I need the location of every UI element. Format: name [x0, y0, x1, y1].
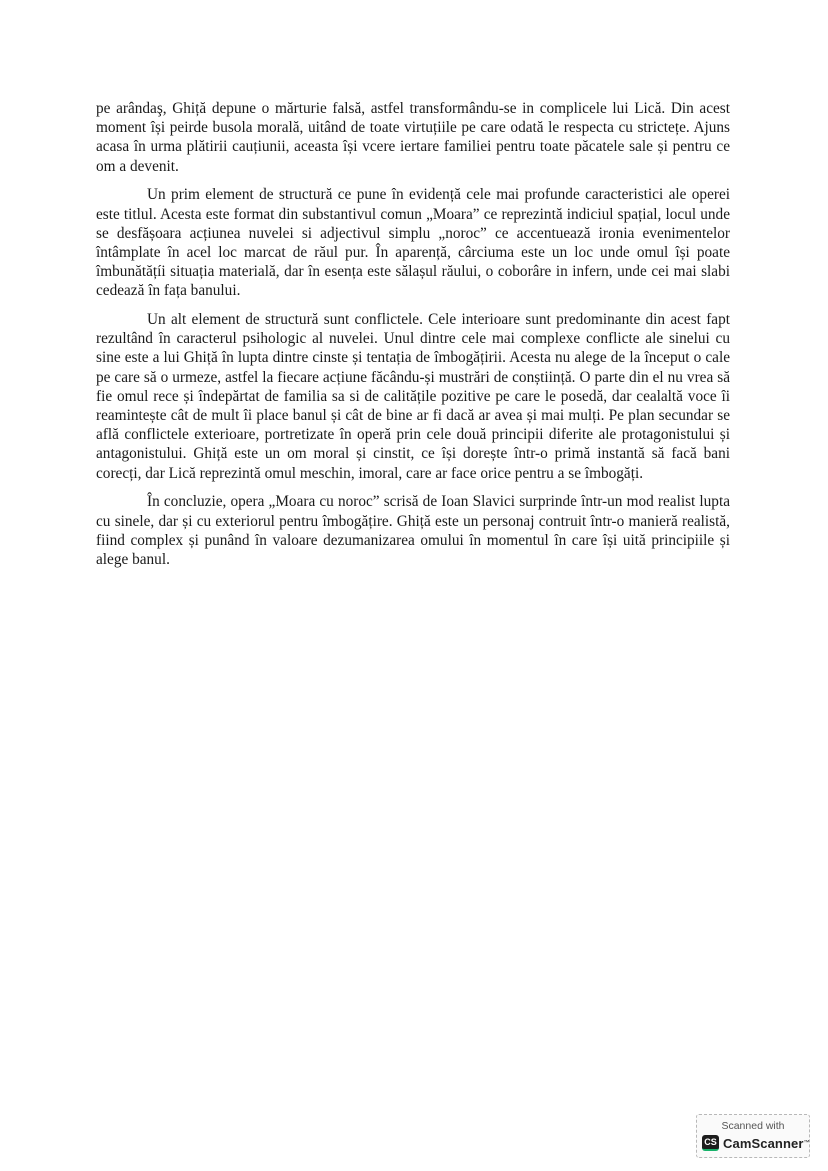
- camscanner-logo-icon: CS: [702, 1135, 719, 1151]
- paragraph-1: pe arândaş, Ghiță depune o mărturie falsă, astfel transformându-se in complicele lui Lică. Din acest moment își peirde busola morală, uitând de toate virtuțiile pe care odată le respecta cu strictețe. Ajuns acasa în urma plătirii cauțiunii, aceasta își vcere iertare familiei pentru toate păcatele sale și pentru ce om a devenit.: [96, 100, 730, 175]
- camscanner-watermark: [696, 1114, 810, 1158]
- watermark-brand-row: [702, 1135, 809, 1151]
- document-page: [96, 99, 730, 579]
- paragraph-conclusion: În concluzie, opera „Moara cu noroc” scrisă de Ioan Slavici surprinde într-un mod realist lupta cu sinele, dar și cu exteriorul pentru îmbogățire. Ghiță este un personaj contruit într-o manieră realistă, fiind complex și punând în valoare dezumanizarea omului în momentul în care își uită principiile și alege banul.: [96, 493, 730, 568]
- watermark-caption: Scanned with: [721, 1120, 785, 1132]
- watermark-brand: CamScanner: [723, 1135, 804, 1151]
- trademark-symbol: ™: [803, 1140, 810, 1146]
- paragraph-conflicts: Un alt element de structură sunt conflictele. Cele interioare sunt predominante din acest fapt rezultând în caracterul psihologic al nuvelei. Unul dintre cele mai complexe conflicte ale sinelui cu sine este a lui Ghiță în lupta dintre cinste și tentația de îmbogățirii. Acesta nu alege de la început o cale pe care să o urmeze, astfel la fiecare acțiune făcându-și mustrări de conștiință. O parte din el nu vrea să fie omul rece și îndepărtat de familia sa si de calitățile pozitive pe care le posedă, dar cealaltă voce îi reamintește cât de mult îi place banul și cât de bine ar fi dacă ar avea și mai mulți. Pe plan secundar se află conflictele exterioare, portretizate în operă prin cele două principii diferite ale protagonistului și antagonistului. Ghiță este un om moral și cinstit, ce își dorește într-o primă instantă să facă bani corecți, dar Lică reprezintă omul meschin, imoral, care ar face orice pentru a se îmbogăți.: [96, 311, 730, 482]
- paragraph-title-analysis: Un prim element de structură ce pune în evidență cele mai profunde caracteristici ale operei este titlul. Acesta este format din substantivul comun „Moara” ce reprezintă indiciul spațial, locul unde se desfășoara acțiunea nuvelei si adjectivul simplu „noroc” ce accentuează ironia evenimentelor întâmplate în acel loc marcat de răul pur. În aparență, cârciuma este un loc unde omul își poate îmbunătățíi situația materială, dar în esența este sălașul răului, o coborâre in infern, unde cei mai slabi cedează în fața banului.: [96, 186, 730, 300]
